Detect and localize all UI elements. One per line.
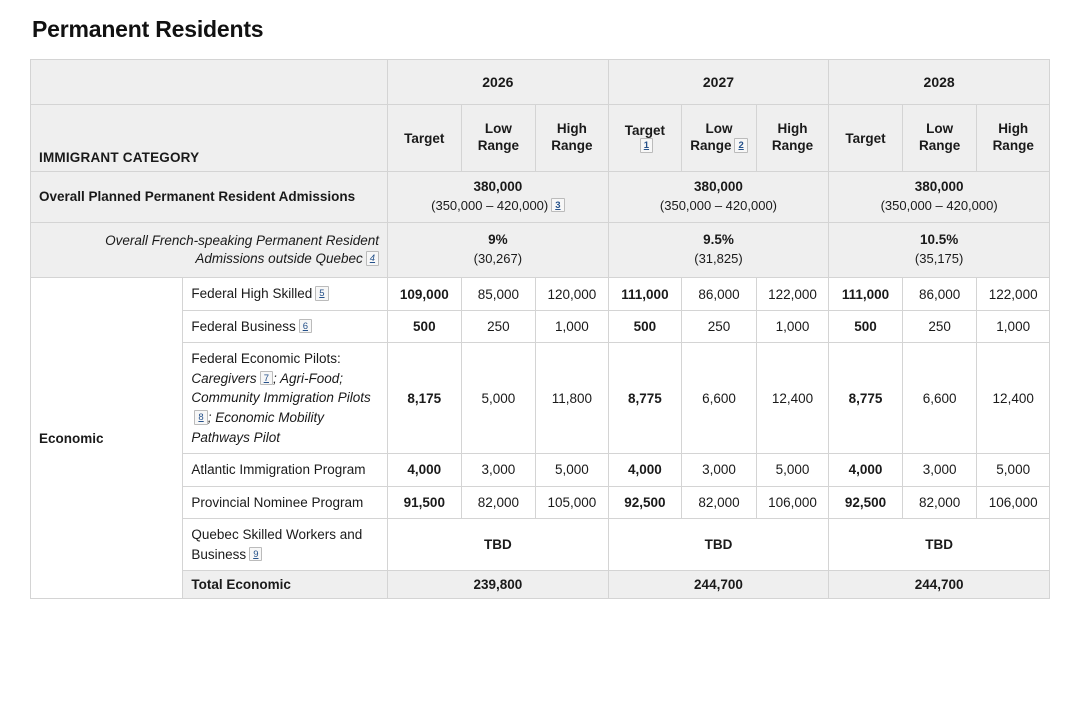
cell-pnp-2027-target: 92,500 xyxy=(608,486,682,519)
cell-quebec-2028-tbd: TBD xyxy=(829,519,1050,571)
cell-fep-2027-high: 12,400 xyxy=(756,343,828,454)
row-label-text: Federal High Skilled xyxy=(191,286,313,302)
french-pct-2027: 9.5% xyxy=(703,232,734,248)
cell-fhs-2026-target: 109,000 xyxy=(388,278,462,311)
header-target-2026: Target xyxy=(388,105,462,172)
cell-aip-2028-target: 4,000 xyxy=(829,454,903,487)
cell-fep-2027-target: 8,775 xyxy=(608,343,682,454)
overall-target-2027: 380,000 xyxy=(694,179,743,194)
cell-fhs-2028-low: 86,000 xyxy=(902,278,977,311)
row-label-provincial-nominee-program: Provincial Nominee Program xyxy=(183,486,388,519)
header-target-2028: Target xyxy=(829,105,903,172)
cell-fhs-2028-high: 122,000 xyxy=(977,278,1050,311)
cell-fep-2028-low: 6,600 xyxy=(902,343,977,454)
french-count-2026: (30,267) xyxy=(473,251,523,266)
overall-target-2026: 380,000 xyxy=(473,179,523,194)
cell-fb-2027-low: 250 xyxy=(682,310,757,343)
year-header-2027: 2027 xyxy=(608,60,829,105)
cell-pnp-2028-high: 106,000 xyxy=(977,486,1050,519)
row-label-text: Federal Economic Pilots: xyxy=(191,351,341,367)
cell-fhs-2026-low: 85,000 xyxy=(461,278,536,311)
row-label-emp: ; Economic Mobility Pathways Pilot xyxy=(191,410,324,445)
row-label-text: Federal Business xyxy=(191,318,296,334)
cell-fb-2026-high: 1,000 xyxy=(536,310,608,343)
french-count-2028: (35,175) xyxy=(914,251,964,266)
french-speaking-2027 xyxy=(608,222,829,277)
footnote-link-6[interactable]: 6 xyxy=(299,319,312,334)
cell-pnp-2028-low: 82,000 xyxy=(902,486,977,519)
cell-pnp-2026-target: 91,500 xyxy=(388,486,462,519)
cell-pnp-2028-target: 92,500 xyxy=(829,486,903,519)
cell-fhs-2027-low: 86,000 xyxy=(682,278,757,311)
header-low-range-2028: Low Range xyxy=(902,105,977,172)
cell-aip-2028-low: 3,000 xyxy=(902,454,977,487)
header-low-range-2027: Low Range $^2$ xyxy=(682,105,757,172)
cell-fb-2027-target: 500 xyxy=(608,310,682,343)
cell-quebec-2027-tbd: TBD xyxy=(608,519,829,571)
footnote-link-9[interactable]: 9 xyxy=(249,547,262,562)
cell-fep-2028-high: 12,400 xyxy=(977,343,1050,454)
french-speaking-label-line2: Admissions outside Quebec xyxy=(195,251,363,266)
cell-aip-2027-high: 5,000 xyxy=(756,454,828,487)
header-blank-cell xyxy=(31,60,388,105)
row-label-federal-business xyxy=(183,310,388,343)
year-header-2026: 2026 xyxy=(388,60,609,105)
header-target-2027 xyxy=(608,105,682,172)
cell-fhs-2027-target: 111,000 xyxy=(608,278,682,311)
cell-pnp-2026-low: 82,000 xyxy=(461,486,536,519)
cell-pnp-2026-high: 105,000 xyxy=(536,486,608,519)
page-title: Permanent Residents xyxy=(32,16,264,42)
year-header-row xyxy=(31,60,1050,105)
cell-fhs-2027-high: 122,000 xyxy=(756,278,828,311)
cell-fep-2026-low: 5,000 xyxy=(461,343,536,454)
table-row xyxy=(31,278,1050,311)
french-speaking-row xyxy=(31,222,1050,277)
french-pct-2028: 10.5% xyxy=(919,232,959,248)
footnote-link-1[interactable]: 1 xyxy=(640,138,653,153)
total-economic-label: Total Economic xyxy=(183,571,388,599)
overall-admissions-2027 xyxy=(608,172,829,223)
table-row xyxy=(31,486,1050,519)
cell-fb-2026-low: 250 xyxy=(461,310,536,343)
overall-range-2026: (350,000 – 420,000) xyxy=(431,197,549,213)
footnote-link-3[interactable]: 3 xyxy=(551,198,564,213)
cell-pnp-2027-high: 106,000 xyxy=(756,486,828,519)
category-economic: Economic xyxy=(31,278,183,599)
table-row xyxy=(31,343,1050,454)
header-high-range-2027: High Range xyxy=(756,105,828,172)
overall-admissions-2028 xyxy=(829,172,1050,223)
footnote-link-5[interactable]: 5 xyxy=(315,286,328,301)
footnote-link-4[interactable]: 4 xyxy=(366,251,379,266)
header-low-range-2026: Low Range xyxy=(461,105,536,172)
footnote-link-8[interactable]: 8 xyxy=(194,410,207,425)
french-speaking-2028 xyxy=(829,222,1050,277)
cell-fep-2026-target: 8,175 xyxy=(388,343,462,454)
cell-fb-2028-low: 250 xyxy=(902,310,977,343)
total-economic-2027: 244,700 xyxy=(608,571,829,599)
total-economic-2028: 244,700 xyxy=(829,571,1050,599)
row-label-federal-economic-pilots xyxy=(183,343,388,454)
cell-pnp-2027-low: 82,000 xyxy=(682,486,757,519)
cell-fep-2028-target: 8,775 xyxy=(829,343,903,454)
table-row xyxy=(31,310,1050,343)
footnote-link-2[interactable]: 2 xyxy=(734,138,747,153)
cell-aip-2026-high: 5,000 xyxy=(536,454,608,487)
header-target-2027-label: Target xyxy=(624,123,666,138)
footnote-link-7[interactable]: 7 xyxy=(260,371,273,386)
cell-aip-2026-low: 3,000 xyxy=(461,454,536,487)
row-label-federal-high-skilled xyxy=(183,278,388,311)
french-speaking-2026 xyxy=(388,222,609,277)
cell-fb-2027-high: 1,000 xyxy=(756,310,828,343)
french-speaking-label-line1: Overall French-speaking Permanent Resident xyxy=(105,232,380,248)
row-label-text: Quebec Skilled Workers and Business xyxy=(191,527,363,562)
header-high-range-2028: High Range xyxy=(977,105,1050,172)
overall-target-2028: 380,000 xyxy=(914,179,964,194)
row-label-quebec-skilled-workers xyxy=(183,519,388,571)
overall-admissions-label: Overall Planned Permanent Resident Admissions xyxy=(31,172,388,223)
overall-admissions-row xyxy=(31,172,1050,223)
cell-aip-2026-target: 4,000 xyxy=(388,454,462,487)
overall-range-2027: (350,000 – 420,000) xyxy=(659,197,778,213)
total-economic-row xyxy=(31,571,1050,599)
header-immigrant-category: IMMIGRANT CATEGORY xyxy=(31,105,388,172)
total-economic-2026: 239,800 xyxy=(388,571,609,599)
row-label-atlantic-immigration-program: Atlantic Immigration Program xyxy=(183,454,388,487)
french-pct-2026: 9% xyxy=(488,232,508,248)
row-label-caregivers: Caregivers xyxy=(191,370,257,386)
french-speaking-label xyxy=(31,222,388,277)
row-label-agrifood: ; Agri-Food; Community Immigration Pilots xyxy=(191,370,371,406)
permanent-residents-table xyxy=(30,59,1050,599)
column-header-row xyxy=(31,105,1050,172)
overall-admissions-2026 xyxy=(388,172,609,223)
cell-fb-2026-target: 500 xyxy=(388,310,462,343)
cell-quebec-2026-tbd: TBD xyxy=(388,519,609,571)
cell-fhs-2028-target: 111,000 xyxy=(829,278,903,311)
cell-aip-2027-target: 4,000 xyxy=(608,454,682,487)
cell-fb-2028-high: 1,000 xyxy=(977,310,1050,343)
cell-aip-2027-low: 3,000 xyxy=(682,454,757,487)
header-high-range-2026: High Range xyxy=(536,105,608,172)
year-header-2028: 2028 xyxy=(829,60,1050,105)
cell-fb-2028-target: 500 xyxy=(829,310,903,343)
cell-fep-2026-high: 11,800 xyxy=(536,343,608,454)
french-count-2027: (31,825) xyxy=(694,251,743,266)
cell-aip-2028-high: 5,000 xyxy=(977,454,1050,487)
cell-fhs-2026-high: 120,000 xyxy=(536,278,608,311)
cell-fep-2027-low: 6,600 xyxy=(682,343,757,454)
table-row xyxy=(31,454,1050,487)
table-row xyxy=(31,519,1050,571)
overall-range-2028: (350,000 – 420,000) xyxy=(880,197,998,213)
